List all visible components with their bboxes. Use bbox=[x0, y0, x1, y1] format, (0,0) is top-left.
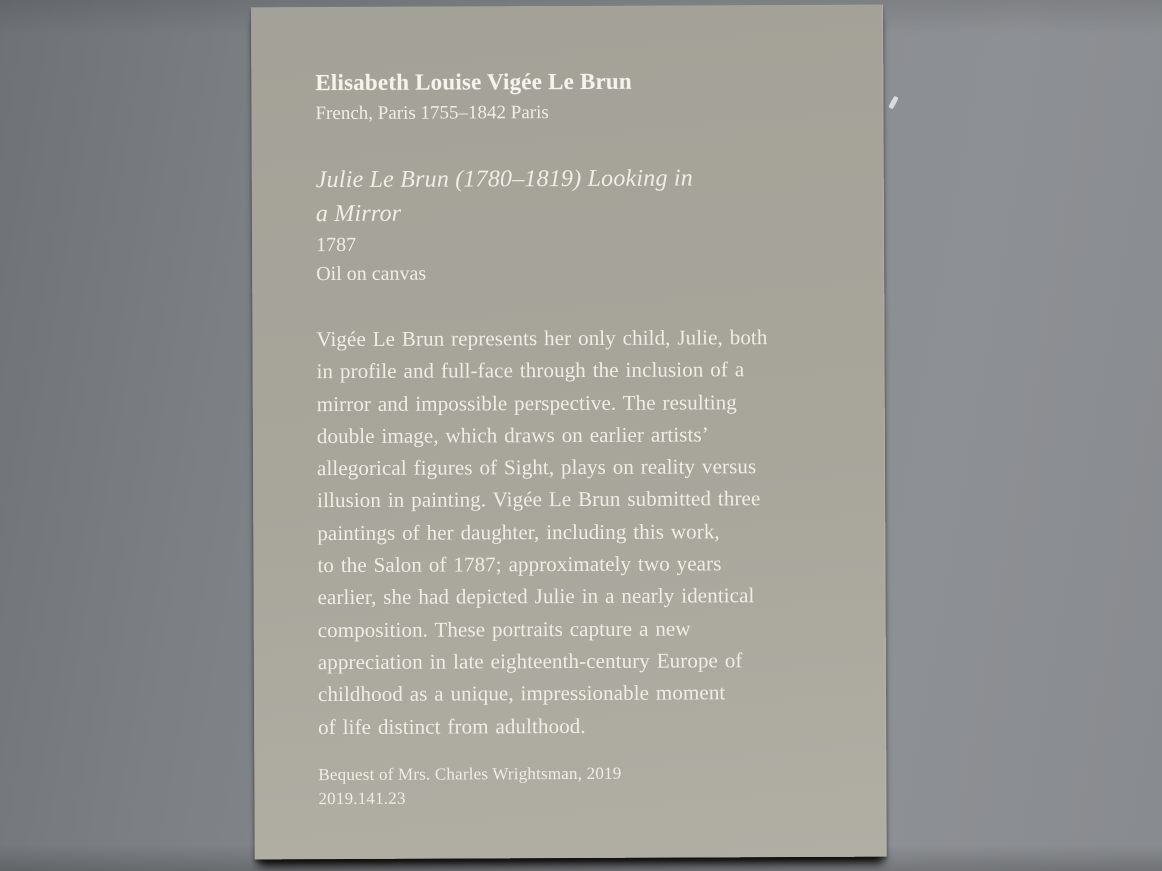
description-line: of life distinct from adulthood. bbox=[318, 713, 586, 739]
credit-line: Bequest of Mrs. Charles Wrightsman, 2019 bbox=[318, 763, 622, 784]
artwork-description bbox=[316, 321, 846, 743]
description-line: earlier, she had depicted Julie in a nearly identical bbox=[317, 583, 755, 610]
artwork-medium: Oil on canvas bbox=[316, 262, 427, 286]
wall-speck bbox=[888, 96, 899, 110]
description-line: illusion in painting. Vigée Le Brun submitted three bbox=[317, 486, 761, 513]
accession-number: 2019.141.23 bbox=[318, 788, 406, 808]
artwork-date: 1787 bbox=[315, 233, 357, 257]
description-line: childhood as a unique, impressionable moment bbox=[317, 680, 726, 707]
description-line: mirror and impossible perspective. The resulting bbox=[316, 389, 737, 416]
description-line: Vigée Le Brun represents her only child, Julie, both bbox=[316, 325, 768, 352]
artwork-title bbox=[316, 161, 844, 231]
credit-block bbox=[318, 761, 846, 811]
description-line: paintings of her daughter, including this work, bbox=[317, 519, 720, 545]
artist-name: Elisabeth Louise Vigée Le Brun bbox=[315, 68, 632, 96]
museum-label-card bbox=[251, 5, 887, 860]
description-line: in profile and full-face through the inclusion of a bbox=[316, 357, 745, 384]
description-line: to the Salon of 1787; approximately two years bbox=[317, 551, 722, 578]
description-line: composition. These portraits capture a new bbox=[317, 616, 691, 642]
artwork-title-line-1: Julie Le Brun (1780–1819) Looking in bbox=[315, 165, 693, 194]
description-line: appreciation in late eighteenth-century Europe of bbox=[317, 648, 743, 675]
description-line: allegorical figures of Sight, plays on reality versus bbox=[316, 454, 757, 481]
artist-dates: French, Paris 1755–1842 Paris bbox=[315, 102, 549, 125]
artwork-title-line-2: a Mirror bbox=[315, 200, 402, 228]
description-line: double image, which draws on earlier artists’ bbox=[316, 422, 709, 448]
